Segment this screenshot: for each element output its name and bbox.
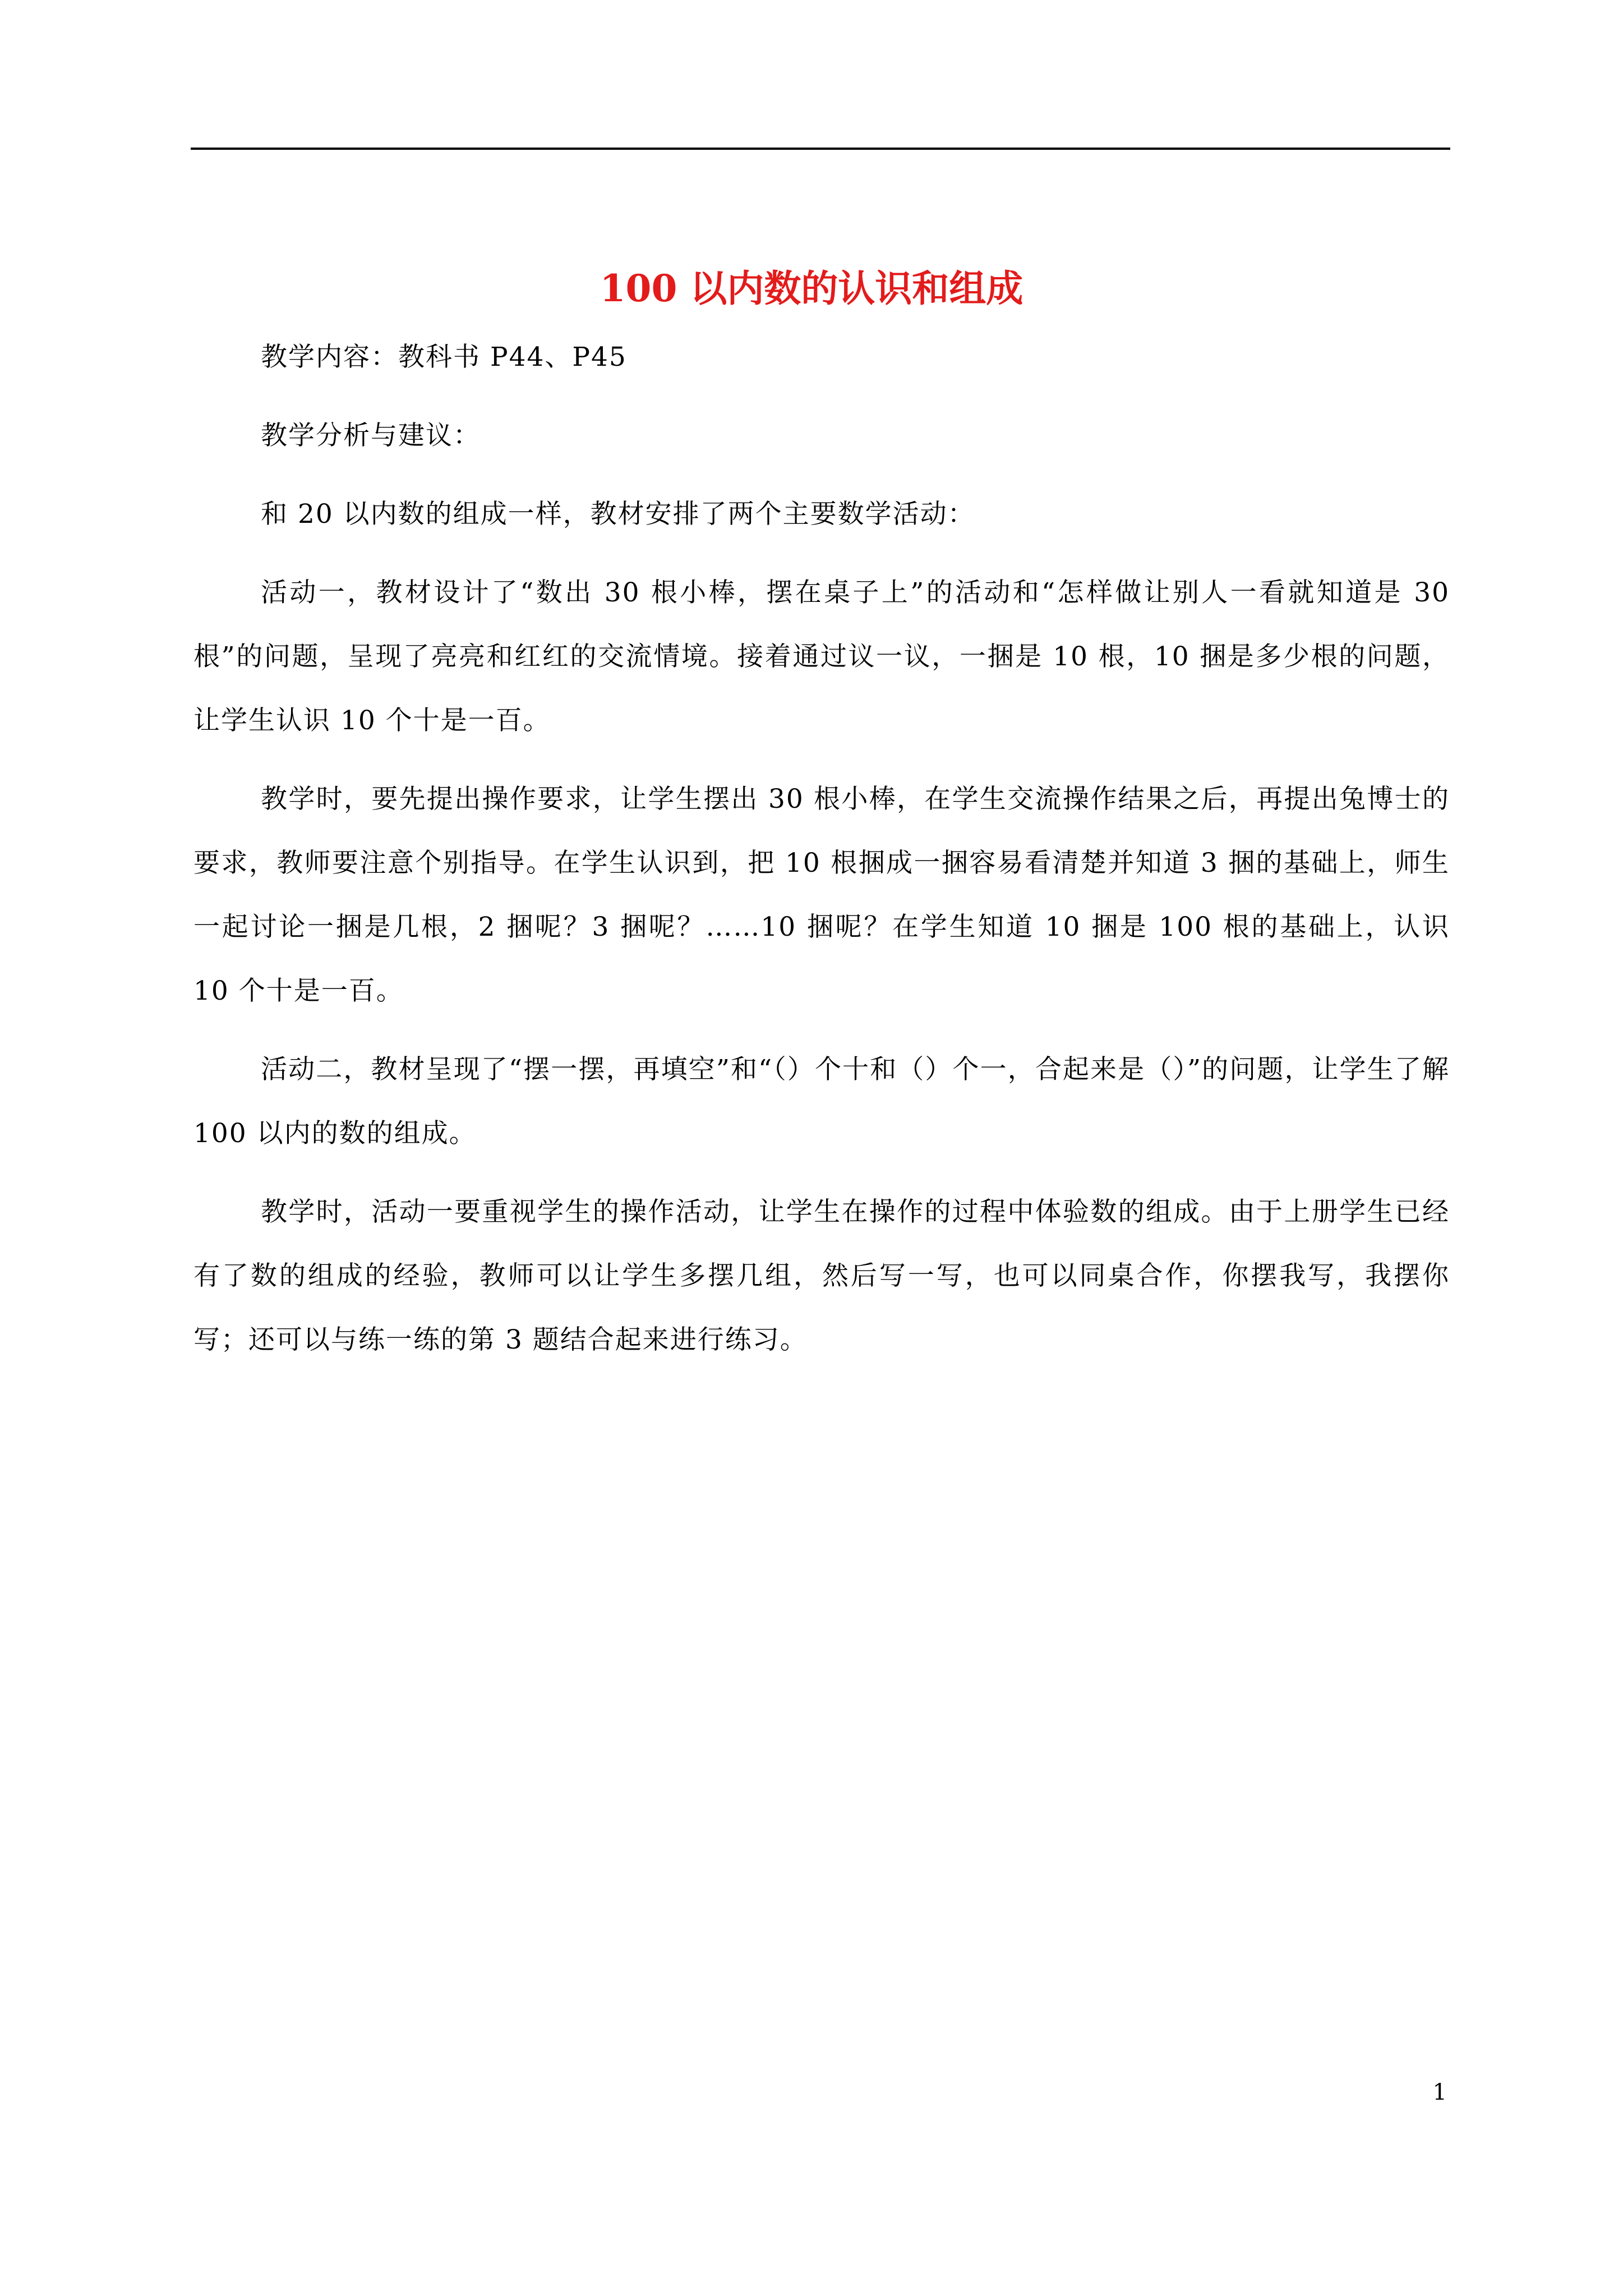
paragraph-teaching-two: 教学时，活动一要重视学生的操作活动，让学生在操作的过程中体验数的组成。由于上册学生已经有了数的组成的经验，教师可以让学生多摆几组，然后写一写，也可以同桌合作，你摆我写，我摆你写；还可以与练一练的第 3 题结合起来进行练习。 — [193, 1197, 1450, 1355]
paragraph-teaching-content: 教学内容：教科书 P44、P45 — [261, 342, 627, 372]
paragraph-activity-two: 活动二，教材呈现了“摆一摆，再填空”和“（）个十和（）个一，合起来是（）”的问题，让学生了解 100 以内的数的组成。 — [193, 1054, 1450, 1149]
paragraph-analysis-heading: 教学分析与建议： — [261, 420, 481, 451]
document-title: 100 以内数的认识和组成 — [600, 266, 1023, 311]
header-rule — [191, 148, 1450, 150]
page-number: 1 — [1432, 2079, 1447, 2105]
document-body — [193, 325, 1450, 1387]
paragraph-teaching-one: 教学时，要先提出操作要求，让学生摆出 30 根小棒，在学生交流操作结果之后，再提出兔博士的要求，教师要注意个别指导。在学生认识到，把 10 根捆成一捆容易看清楚并知道 3 捆的基础上，师生一起讨论一捆是几根，2 捆呢？3 捆呢？……10 捆呢？在学生知道 10 捆是 100 根的基础上，认识 10 个十是一百。 — [193, 784, 1450, 1006]
paragraph-intro: 和 20 以内数的组成一样，教材安排了两个主要数学活动： — [261, 499, 975, 530]
paragraph-activity-one: 活动一，教材设计了“数出 30 根小棒，摆在桌子上”的活动和“怎样做让别人一看就知道是 30 根”的问题，呈现了亮亮和红红的交流情境。接着通过议一议，一捆是 10 根，10 捆是多少根的问题，让学生认识 10 个十是一百。 — [193, 577, 1450, 736]
